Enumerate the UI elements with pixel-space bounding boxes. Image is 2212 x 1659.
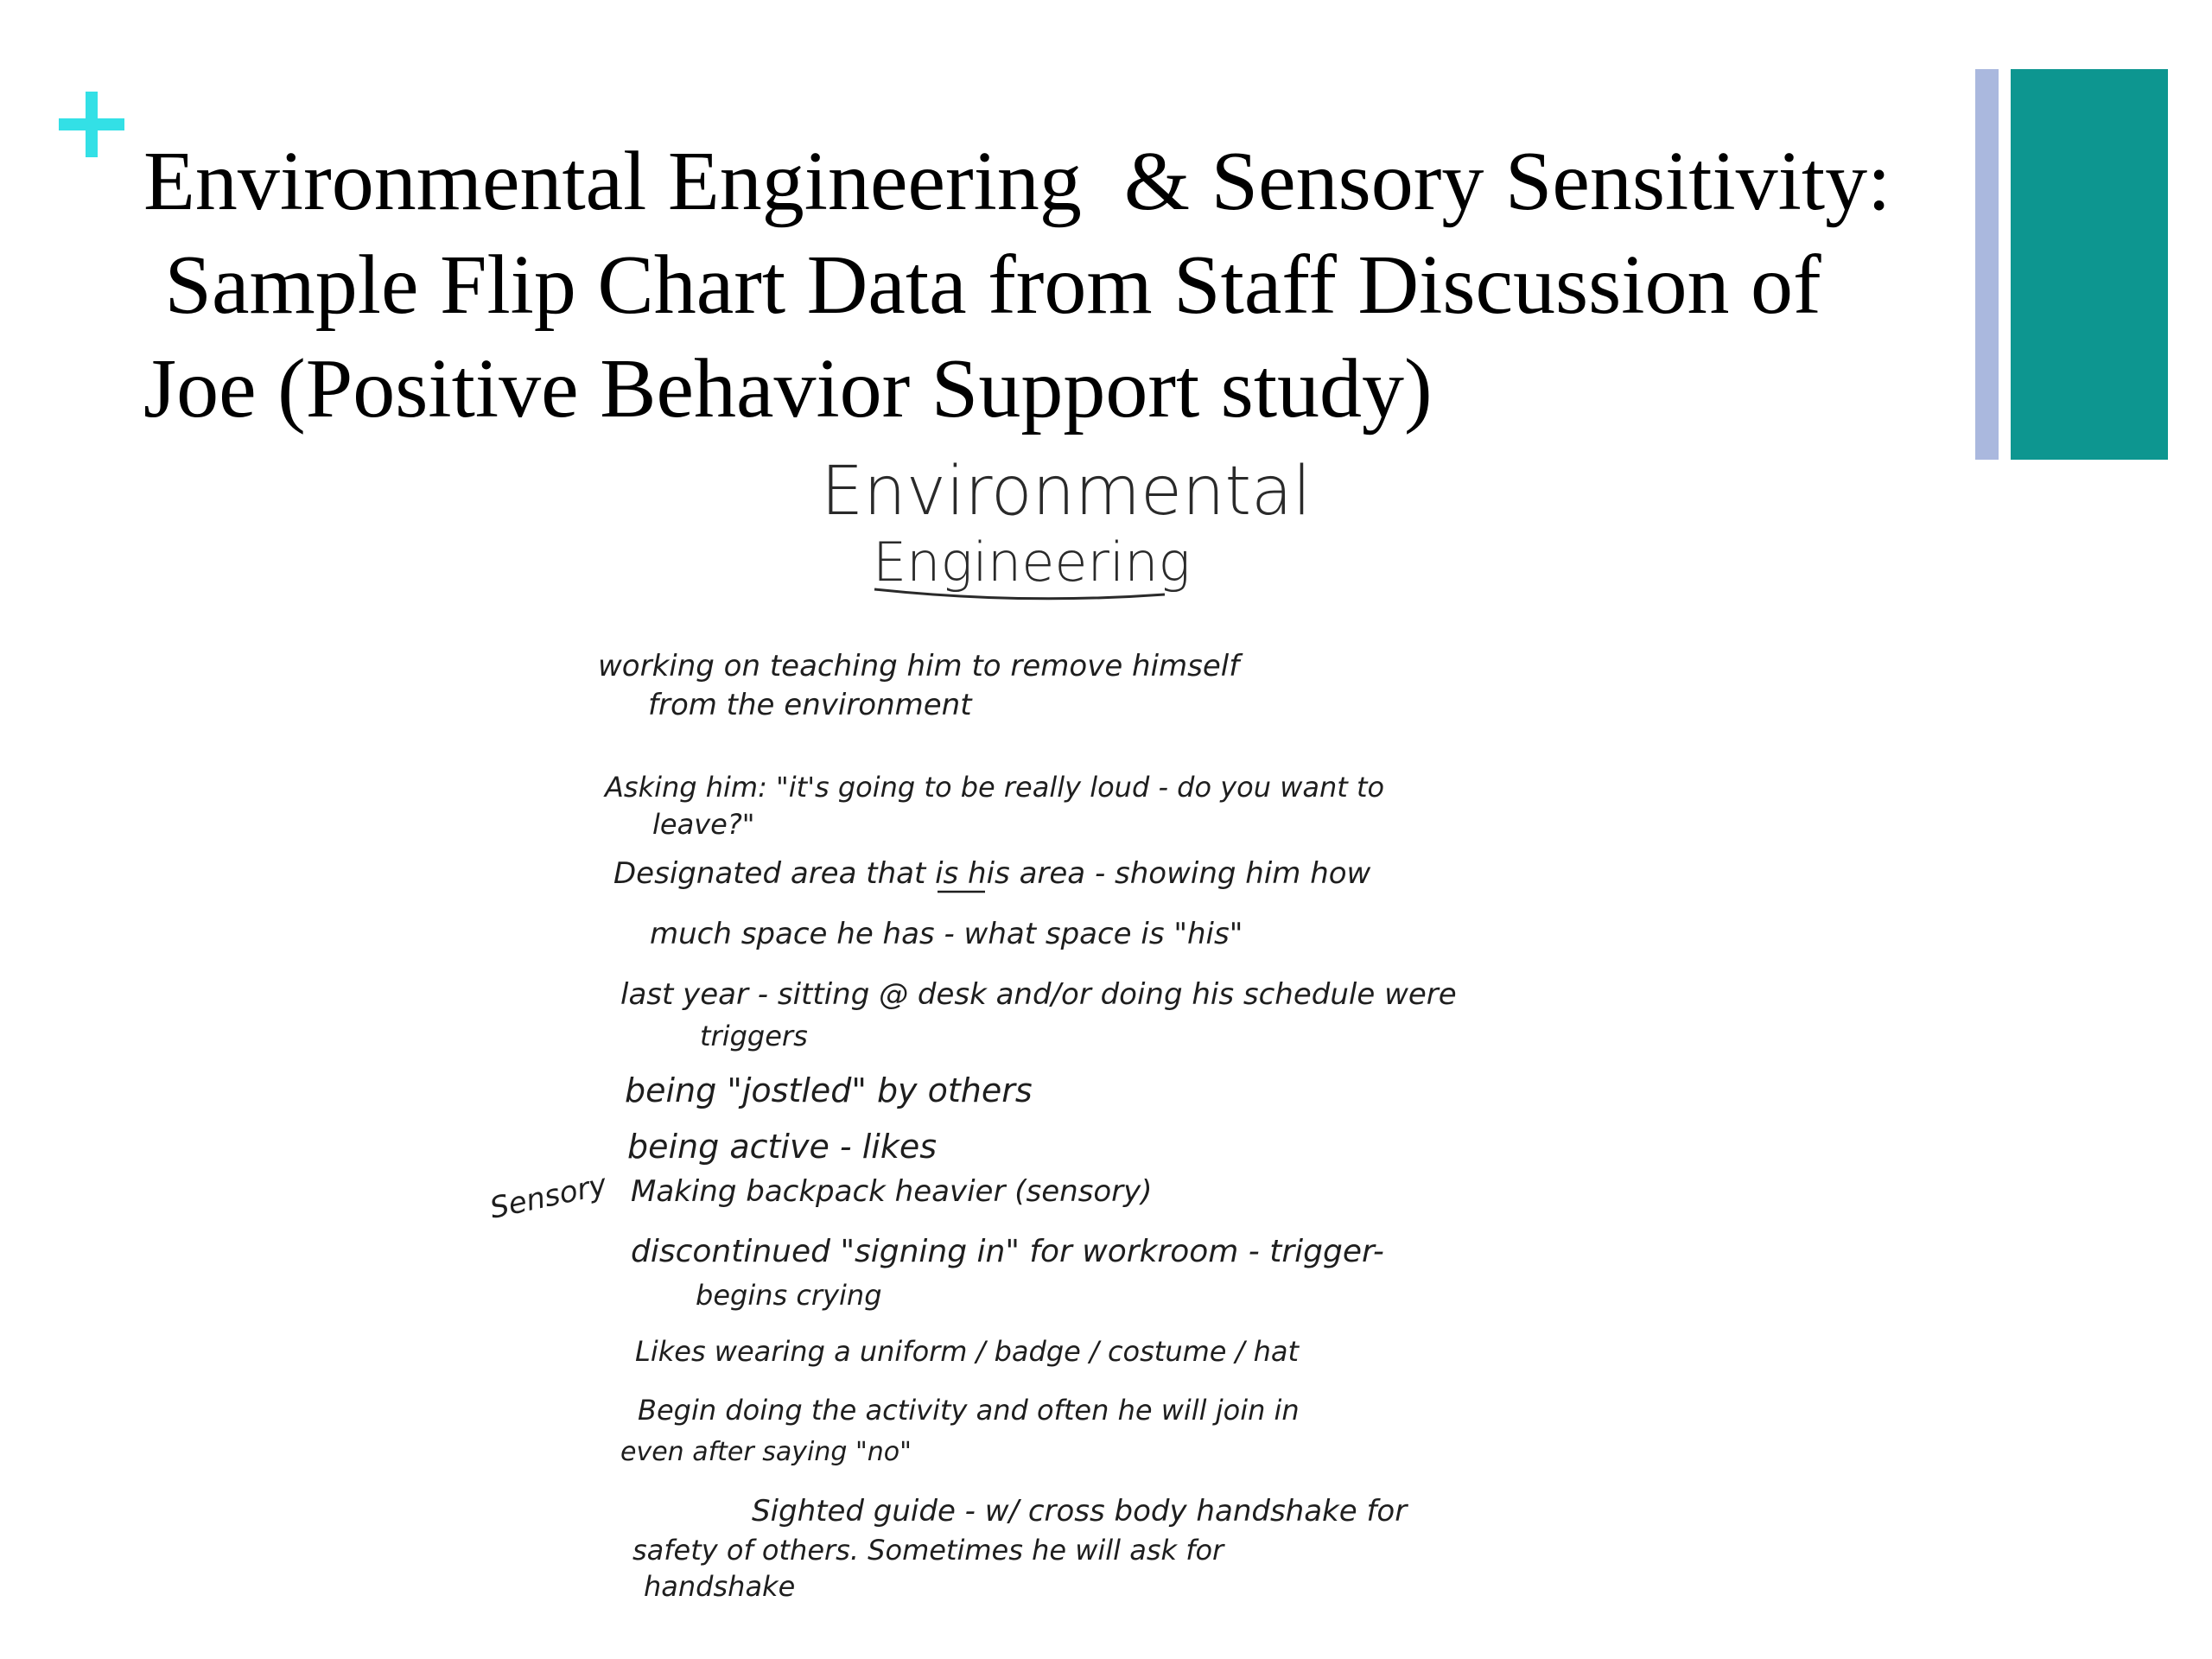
flipchart-line: being active - likes	[627, 1128, 938, 1166]
flipchart-line: being "jostled" by others	[625, 1071, 1033, 1109]
flipchart-line: discontinued "signing in" for workroom - trigger-	[631, 1234, 1384, 1269]
flipchart-line: leave?"	[652, 808, 755, 841]
flipchart-line: working on teaching him to remove himself	[598, 649, 1240, 683]
flipchart-line: Begin doing the activity and often he will join in	[638, 1394, 1300, 1427]
flipchart-line: much space he has - what space is "his"	[650, 917, 1243, 951]
flipchart-margin-note: Sensory	[486, 1167, 610, 1226]
flipchart-line: Designated area that is his area - showing him how	[613, 856, 1371, 891]
flipchart-line: begins crying	[696, 1279, 882, 1312]
flipchart-line: triggers	[700, 1020, 808, 1052]
flipchart-line: even after saying "no"	[620, 1437, 912, 1467]
flip-chart-handwriting	[467, 432, 1486, 1624]
accent-bar-light	[1975, 69, 1999, 460]
title-line-1: Environmental Engineering & Sensory Sensitivity:	[143, 135, 1891, 228]
flipchart-line: Sighted guide - w/ cross body handshake for	[752, 1494, 1408, 1529]
title-line-3: Joe (Positive Behavior Support study)	[143, 342, 1433, 435]
slide-title	[143, 130, 1958, 441]
flipchart-heading-line1: Environmental	[821, 453, 1312, 531]
plus-icon	[59, 92, 124, 157]
flipchart-line: from the environment	[648, 688, 972, 722]
flipchart-line: handshake	[644, 1570, 796, 1603]
flip-chart-image	[467, 432, 1486, 1624]
flipchart-heading-line2: Engineering	[873, 531, 1191, 594]
flipchart-line: Asking him: "it's going to be really loud - do you want to	[605, 771, 1385, 804]
flipchart-line: Making backpack heavier (sensory)	[631, 1174, 1153, 1209]
title-line-2: Sample Flip Chart Data from Staff Discussion of	[143, 238, 1821, 332]
flipchart-line: last year - sitting @ desk and/or doing his schedule were	[620, 977, 1457, 1012]
accent-bar-teal	[2011, 69, 2168, 460]
flipchart-line: Likes wearing a uniform / badge / costume / hat	[635, 1335, 1300, 1368]
flipchart-line: safety of others. Sometimes he will ask for	[632, 1534, 1224, 1567]
